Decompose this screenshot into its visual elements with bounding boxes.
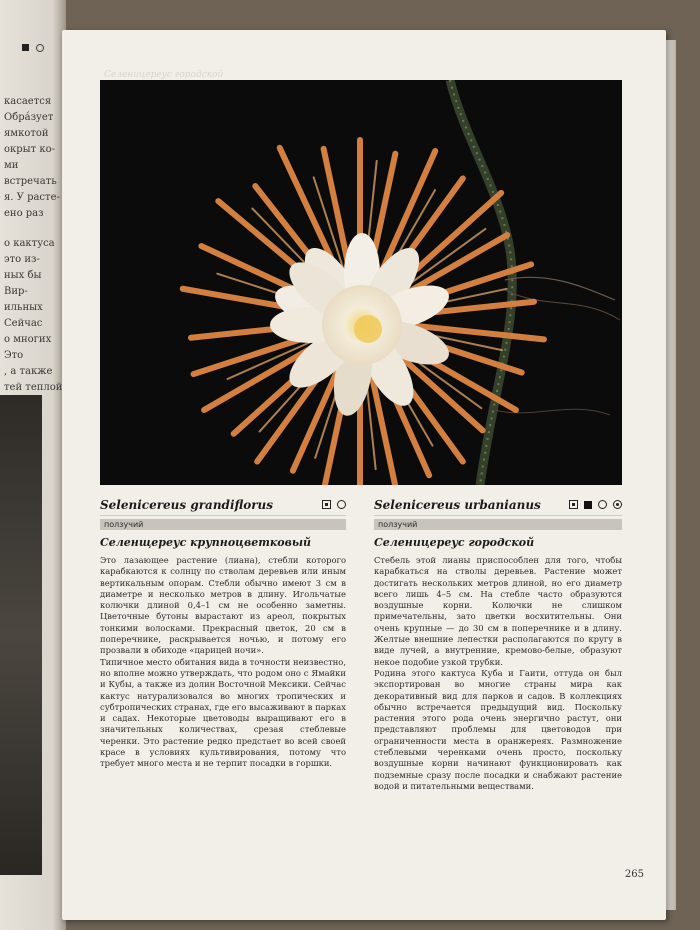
prev-page-fragment: встречать [4, 176, 57, 187]
prev-page-fragment: ильных [4, 302, 43, 313]
prev-page-fragment: о кактуса [4, 238, 55, 249]
sun-icon [322, 500, 331, 509]
paragraph: Это лазающее растение (лиана), стебли которого карабкаются к солнцу по стволам деревьев или иным вертикальным опорам. Стебли обычно имеют 3 см в диаметре и несколько метров в длину. Игольчатые колючки длиной 0,4–1 см не особенно заметны. Цветочные бутоны вырастают из ареол, покрытых тонкими волосками. Прекрасный цветок, 20 см в поперечнике, раскрывается ночью, и потому его прозвали в обиходе «царицей ночи». [100, 555, 346, 656]
latin-name [100, 498, 346, 516]
page-stack-edge [666, 40, 676, 910]
latin-name [374, 498, 622, 516]
prev-page-fragment: , а также [4, 366, 53, 377]
care-symbols [569, 500, 622, 509]
prev-page-fragment: окрыт ко- [4, 144, 55, 155]
description [100, 555, 346, 770]
prev-page-fragment: ми [4, 160, 19, 171]
prev-page-fragment: Это [4, 350, 24, 361]
species-entry-grandiflorus [100, 498, 346, 770]
latin-name-text: Selenicereus urbanianus [374, 498, 541, 512]
previous-page-edge [0, 0, 66, 930]
circle-icon [337, 500, 346, 509]
prev-page-fragment: я. У расте- [4, 192, 60, 203]
book-page [62, 30, 666, 920]
latin-name-text: Selenicereus grandiflorus [100, 498, 274, 512]
prev-page-fragment: Вир- [4, 286, 28, 297]
circle-icon [36, 44, 44, 52]
prev-page-fragment: о многих [4, 334, 52, 345]
sun-icon [22, 44, 29, 51]
running-head: Селеницереус городской [104, 70, 224, 80]
prev-page-fragment: ямкотой [4, 128, 49, 139]
habit-label: ползучий [100, 519, 346, 530]
prev-page-fragment: это из- [4, 254, 40, 265]
circle-icon [598, 500, 607, 509]
common-name: Селеницереус городской [374, 536, 535, 549]
prev-page-photo [0, 395, 42, 875]
description [374, 555, 622, 792]
prev-page-fragment: ено раз [4, 208, 44, 219]
species-entry-urbanianus [374, 498, 622, 792]
prev-page-fragment: тей теплой [4, 382, 63, 393]
prev-page-fragment: ных бы [4, 270, 42, 281]
prev-page-fragment: Обрáзует [4, 112, 54, 123]
paragraph: Типичное место обитания вида в точности неизвестно, но вполне можно утверждать, что родом оно с Ямайки и Кубы, а также из долин Восточной Мексики. Сейчас кактус натурализовался во многих тропических и субтропических странах, где его высаживают в парках и садах. Некоторые цветоводы выращивают его в значительных количествах, срезая стеблевые черенки. Это растение редко предстает во всей своей красе в условиях культивирования, потому что требует много места и не терпит посадки в горшки. [100, 656, 346, 769]
full-sun-icon [584, 501, 592, 509]
prev-page-fragment: касается [4, 96, 52, 107]
common-name: Селенщереус крупноцветковый [100, 536, 312, 549]
paragraph: Родина этого кактуса Куба и Гаити, оттуда он был экспортирован во многие страны мира как декоративный вид для парков и садов. В коллекциях обычно встречается предыдущий вид. Поскольку растения этого рода очень энергично растут, они представляют проблемы для цветоводов при ограниченности места в оранжереях. Размножение стеблевыми черенками очень просто, поскольку воздушные корни начинают функционировать как подземные сразу после посадки и снабжают растение водой и питательными веществами. [374, 667, 622, 791]
habit-label: ползучий [374, 519, 622, 530]
prev-page-fragment: Сейчас [4, 318, 43, 329]
dot-circle-icon [613, 500, 622, 509]
night-blooming-cactus-flower [100, 80, 622, 485]
paragraph: Стебель этой лианы приспособлен для того, чтобы карабкаться на стволы деревьев. Растение может достигать нескольких метров длиной, но его диаметр всего лишь 4–5 см. На стебле часто образуются воздушные корни. Колючки не слишком примечательны, зато цветки восхитительны. Они очень крупные — до 30 см в поперечнике и в длину. Желтые внешние лепестки располагаются по кругу в виде лучей, а внутренние, кремово-белые, образуют некое подобие узкой трубки. [374, 555, 622, 667]
flower-photo [100, 80, 622, 485]
sun-icon [569, 500, 578, 509]
care-symbols [322, 500, 346, 509]
page-number: 265 [624, 869, 644, 880]
